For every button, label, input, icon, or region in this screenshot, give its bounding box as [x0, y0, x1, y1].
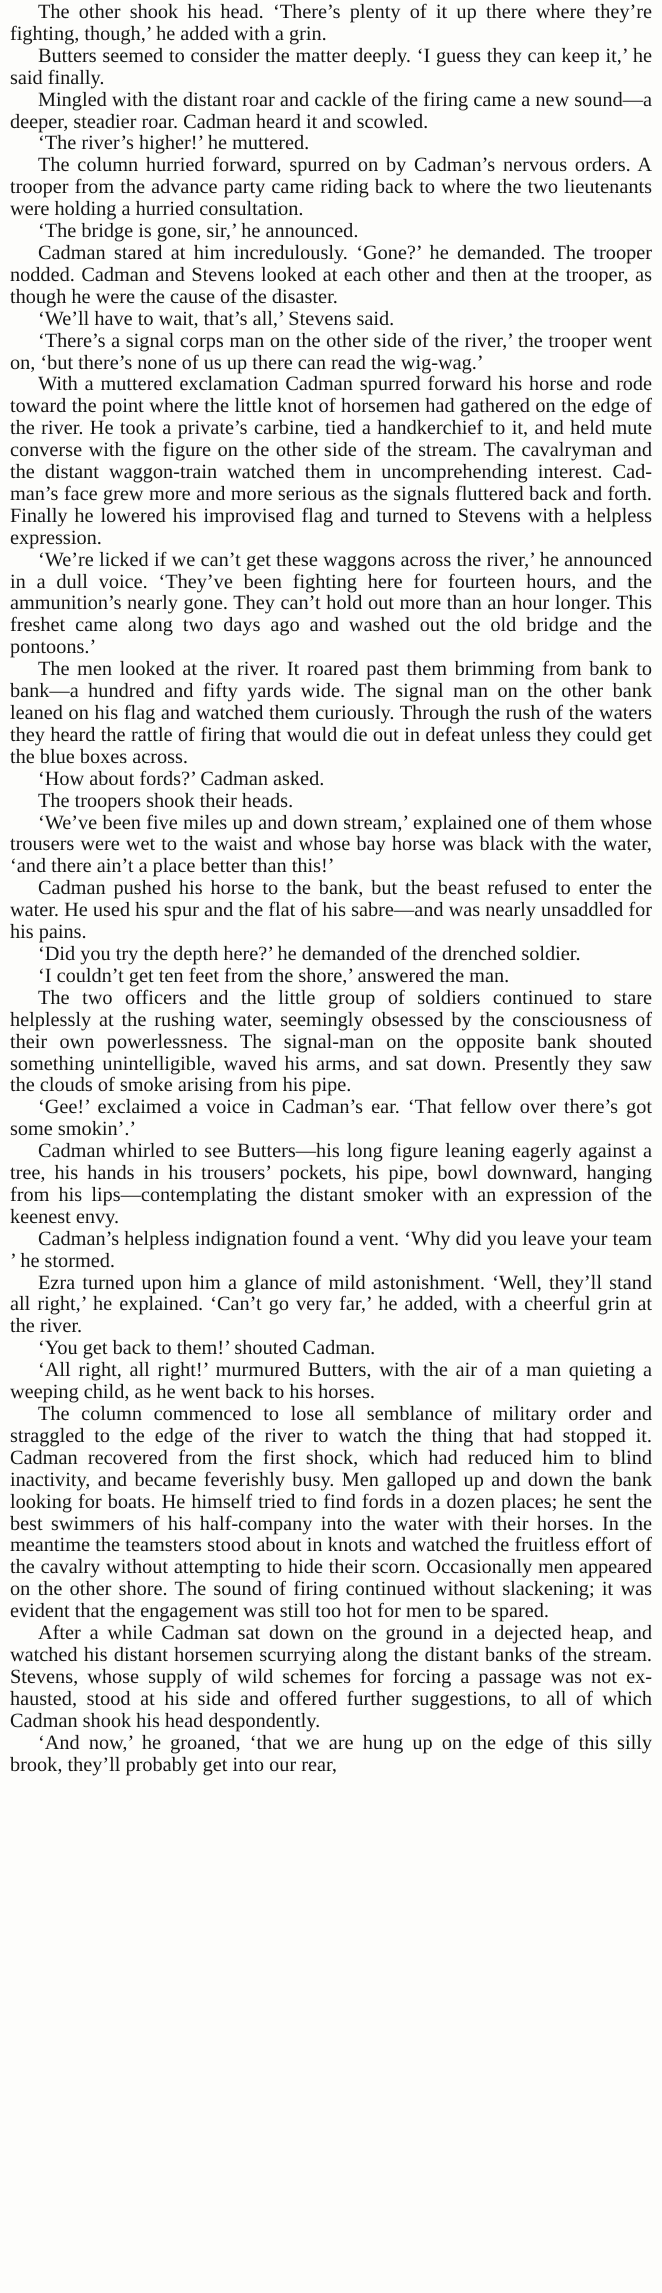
story-paragraph: ‘The bridge is gone, sir,’ he announced.: [38, 220, 359, 243]
story-paragraph: The column commenced to lose all semblance of military order and straggled to the edge of the river to watch the thing that had stopped it. Cadman recovered from the first shock, which had reduced him to blind inactivity, and became feverishly busy. Men galloped up and down the bank looking for boats. He himself tried to find fords in a dozen places; he sent the best swimmers of his half-company into the water with their horses. In the meantime the teamsters stood about in knots and watched the fruitless effort of the cavalry without attempting to hide their scorn. Occasionally men appeared on the other shore. The sound of firing continued without slackening; it was evident that the engagement was still too hot for men to be spared.: [10, 1403, 652, 1623]
story-paragraph: The troopers shook their heads.: [38, 789, 294, 812]
story-paragraph: ‘And now,’ he groaned, ‘that we are hung up on the edge of this silly brook, they’ll probably get into our rear,: [10, 1731, 652, 1776]
story-paragraph: Cadman pushed his horse to the bank, but the beast refused to enter the water. He used his spur and the flat of his sabre—and was nearly unsaddled for his pains.: [10, 877, 652, 944]
story-paragraph: ‘There’s a signal corps man on the other side of the river,’ the trooper went on, ‘but there’s none of us up there can read the wig-wag.’: [10, 329, 652, 374]
story-paragraph: ‘You get back to them!’ shouted Cadman.: [38, 1337, 376, 1360]
story-paragraph: The other shook his head. ‘There’s plenty of it up there where they’re fighting, though,’ he added with a grin.: [10, 1, 652, 45]
story-paragraph: ‘All right, all right!’ murmured Butters, with the air of a man quieting a weeping child, as he went back to his horses.: [10, 1359, 652, 1404]
story-paragraph: Cadman whirled to see Butters—his long figure leaning eagerly against a tree, his hands in his trousers’ pockets, his pipe, bowl downward, hanging from his lips—contemplating the distant smoker with an expression of the keenest envy.: [10, 1140, 652, 1228]
story-paragraph: ‘Did you try the depth here?’ he demanded of the drenched soldier.: [38, 942, 581, 965]
story-paragraph: With a muttered exclamation Cadman spurred forward his horse and rode toward the point where the little knot of horsemen had gathered on the edge of the river. He took a private’s carbine, tied a handkerchief to it, and held mute converse with the figure on the other side of the stream. The cavalryman and the distant waggon-train watched them in uncomprehending interest. Cadman’s face grew more and more serious as the signals fluttered back and forth. Finally he lowered his improvised flag and turned to Stevens with a helpless expression.: [10, 373, 652, 549]
story-paragraph: After a while Cadman sat down on the ground in a dejected heap, and watched his distant horsemen scurrying along the distant banks of the stream. Stevens, whose supply of wild schemes for forcing a passage was not exhausted, stood at his side and offered further suggestions, to all of which Cadman shook his head despondently.: [10, 1622, 652, 1732]
story-paragraph: Cadman stared at him incredulously. ‘Gone?’ he demanded. The trooper nodded. Cadman and Stevens looked at each other and then at the trooper, as though he were the cause of the disaster.: [10, 241, 652, 308]
story-paragraph: ‘We’ve been five miles up and down stream,’ explained one of them whose trousers were wet to the waist and whose bay horse was black with the water, ‘and there ain’t a place better than this!’: [10, 811, 652, 878]
story-paragraph: The two officers and the little group of soldiers continued to stare helplessly at the rushing water, seemingly obsessed by the consciousness of their own powerlessness. The signal-man on the opposite bank shouted something unintelligible, waved his arms, and sat down. Presently they saw the clouds of smoke arising from his pipe.: [10, 986, 652, 1097]
story-paragraph: The column hurried forward, spurred on by Cadman’s nervous orders. A trooper from the advance party came riding back to where the two lieutenants were holding a hurried consultation.: [10, 154, 652, 221]
story-paragraph: ‘How about fords?’ Cadman asked.: [38, 767, 325, 790]
story-paragraph: ‘I couldn’t get ten feet from the shore,’ answered the man.: [38, 964, 510, 987]
story-paragraph: Mingled with the distant roar and cackle of the firing came a new sound—a deeper, steadier roar. Cadman heard it and scowled.: [10, 88, 652, 133]
story-paragraph: Butters seemed to consider the matter deeply. ‘I guess they can keep it,’ he said finally.: [10, 44, 652, 89]
story-paragraph: ‘We’re licked if we can’t get these waggons across the river,’ he announced in a dull voice. ‘They’ve been fighting here for fourteen hours, and the ammunition’s nearly gone. They can’t hold out more than an hour longer. This freshet came along two days ago and washed out the old bridge and the pontoons.’: [10, 548, 652, 659]
story-paragraph: Cadman’s helpless indignation found a vent. ‘Why did you leave your team ’ he stormed.: [10, 1227, 652, 1272]
story-paragraph: Ezra turned upon him a glance of mild astonishment. ‘Well, they’ll stand all right,’ he explained. ‘Can’t go very far,’ he added, with a cheerful grin at the river.: [10, 1271, 652, 1338]
story-column: [10, 2, 652, 1776]
story-paragraph: ‘We’ll have to wait, that’s all,’ Stevens said.: [38, 307, 395, 330]
story-paragraph: The men looked at the river. It roared past them brimming from bank to bank—a hundred and fifty yards wide. The signal man on the other bank leaned on his flag and watched them curiously. Through the rush of the waters they heard the rattle of firing that would die out in defeat unless they could get the blue boxes across.: [10, 658, 652, 768]
story-paragraph: ‘The river’s higher!’ he muttered.: [38, 132, 310, 155]
story-paragraph: ‘Gee!’ exclaimed a voice in Cadman’s ear. ‘That fellow over there’s got some smokin’.’: [10, 1096, 652, 1141]
